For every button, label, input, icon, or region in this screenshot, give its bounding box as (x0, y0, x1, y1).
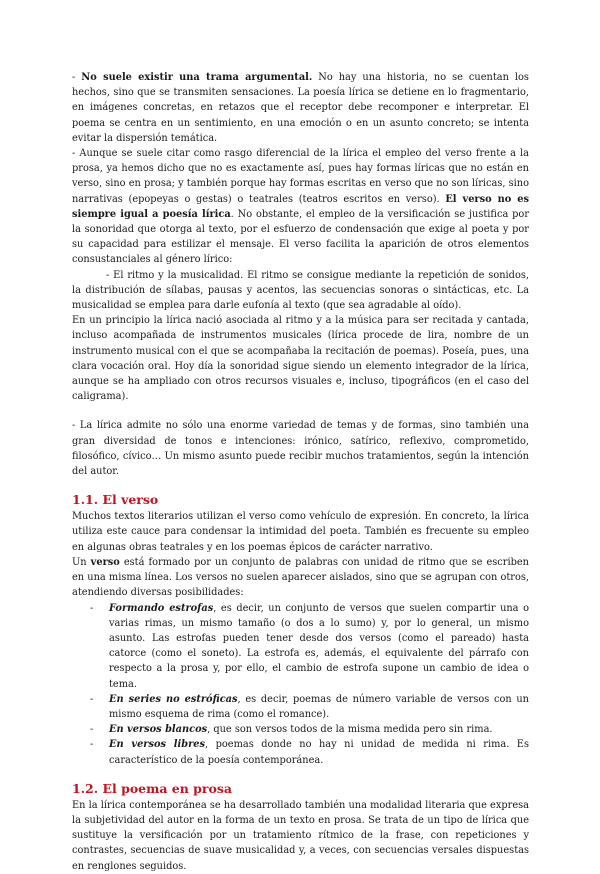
paragraph-text: - Aunque se suele citar como rasgo diferencial de la lírica el empleo del verso frente a la prosa, ya hemos dicho que no es exactamente así, pues hay formas líricas que no están en verso, sino en prosa; y también porque hay formas escritas en verso que no son líricas, sino narrativas (epopeyas o gestas) o teatrales (teatros escritos en verso). (72, 148, 529, 205)
paragraph-textos-verso: Muchos textos literarios utilizan el verso como vehículo de expresión. En concreto, la lírica utiliza este cauce para condensar la intimidad del poeta. También es frecuente su empleo en algunas obras teatrales y en los poemas épicos de carácter narrativo. (72, 511, 529, 553)
section-heading-poema-prosa: 1.2. El poema en prosa (72, 780, 232, 796)
paragraph-text: Un (72, 556, 91, 568)
paragraph-text: No hay una historia, no se cuentan los hechos, sino que se transmiten sensaciones. La poesía lírica se detiene en lo fragmentario, en imágenes concretas, en retazos que el receptor debe recomponer e interpretar. El poema se centra en un sentimiento, en una emoción o en un asunto concreto; se intenta evitar la dispersión temática. (72, 72, 529, 144)
bold-term: En versos libres (109, 739, 206, 751)
list-item-text: , poemas donde no hay ni unidad de medida ni rima. Es característico de la poesía contemporánea. (109, 739, 529, 766)
list-dash: - (90, 724, 94, 736)
list-dash: - (90, 693, 94, 705)
paragraph-lead: - (72, 72, 82, 83)
paragraph-verso-prosa (72, 146, 529, 268)
list-item-text: , es decir, poemas de número variable de versos con un mismo esquema de rima (como el romance). (109, 693, 529, 720)
paragraph-origen-lirica: En un principio la lírica nació asociada al ritmo y a la música para ser recitada y cantada, incluso acompañada de instrumentos musicales (lírica procede de lira, nombre de un instrumento musical con el que se acompañaba la recitación de poemas). Poseía, pues, una clara vocación oral. Hoy día la sonoridad sigue siendo un elemento integrador de la lírica, aunque se ha ampliado con otros recursos visuales e, incluso, tipográficos (en el caso del caligrama). (72, 315, 529, 403)
paragraph-ritmo: - El ritmo y la musicalidad. El ritmo se consigue mediante la repetición de sonidos, la distribución de sílabas, pausas y acentos, las secuencias sonoras o sintácticas, etc. La musicalidad se emplea para darle eufonía al texto (que sea agradable al oído). (72, 269, 529, 312)
document-page (72, 70, 529, 874)
bold-term: verso (90, 556, 120, 568)
list-item-text: , que son versos todos de la misma medida pero sin rima. (207, 724, 493, 736)
bold-term: En series no estróficas (109, 693, 238, 705)
paragraph-variedad: - La lírica admite no sólo una enorme variedad de temas y de formas, sino también una gran diversidad de tonos e intenciones: irónico, satírico, reflexivo, comprometido, filosófico, cívico… Un mismo asunto puede recibir muchos tratamientos, según la intención del autor. (72, 420, 529, 478)
section-heading-verso: 1.1. El verso (72, 492, 159, 508)
bold-term: En versos blancos (109, 724, 208, 736)
paragraph-text: está formado por un conjunto de palabras con unidad de ritmo que se escriben en una misma línea. Los versos no suelen aparecer aislados, sino que se agrupan con otros, atendiendo diversas posibilidades: (72, 556, 529, 599)
paragraph-poema-prosa: En la lírica contemporánea se ha desarrollado también una modalidad literaria que expresa la subjetividad del autor en la forma de un texto en prosa. Se trata de un tipo de lírica que sustituye la versificación por un tratamiento rítmico de la frase, con repeticiones y contrastes, secuencias de suave musicalidad y, a veces, con secuencias versales dispuestas en renglones seguidos. (72, 799, 529, 872)
spacer (72, 404, 529, 418)
paragraph-trama (72, 70, 529, 146)
paragraph-text: . No obstante, el empleo de la versificación se justifica por la sonoridad que otorga al texto, por el esfuerzo de condensación que exige al poeta y por su capacidad para estilizar el mensaje. El verso facilita la aparición de otros elementos consustanciales al género lírico: (72, 208, 530, 266)
list-item (72, 737, 529, 767)
paragraph-definicion-verso (72, 555, 529, 601)
bold-term: Formando estrofas (109, 602, 214, 614)
list-item (72, 722, 529, 737)
list-dash: - (90, 602, 94, 614)
bold-phrase: No suele existir una trama argumental. (81, 72, 313, 83)
list-dash: - (90, 739, 94, 751)
list-item (72, 601, 529, 692)
list-item-text: , es decir, un conjunto de versos que suelen compartir una o varias rimas, un mismo tamaño (o dos a lo sumo) y, por lo general, un mismo asunto. Las estrofas pueden tener desde dos versos (como el pareado) hasta catorce (como el soneto). La estrofa es, además, el equivalente del párrafo con respecto a la prosa y, por ello, el cambio de estrofa supone un cambio de idea o tema. (109, 602, 529, 690)
bold-phrase: El verso no es siempre igual a poesía lírica (72, 193, 530, 220)
list-item (72, 692, 529, 722)
verse-grouping-list (72, 601, 529, 768)
